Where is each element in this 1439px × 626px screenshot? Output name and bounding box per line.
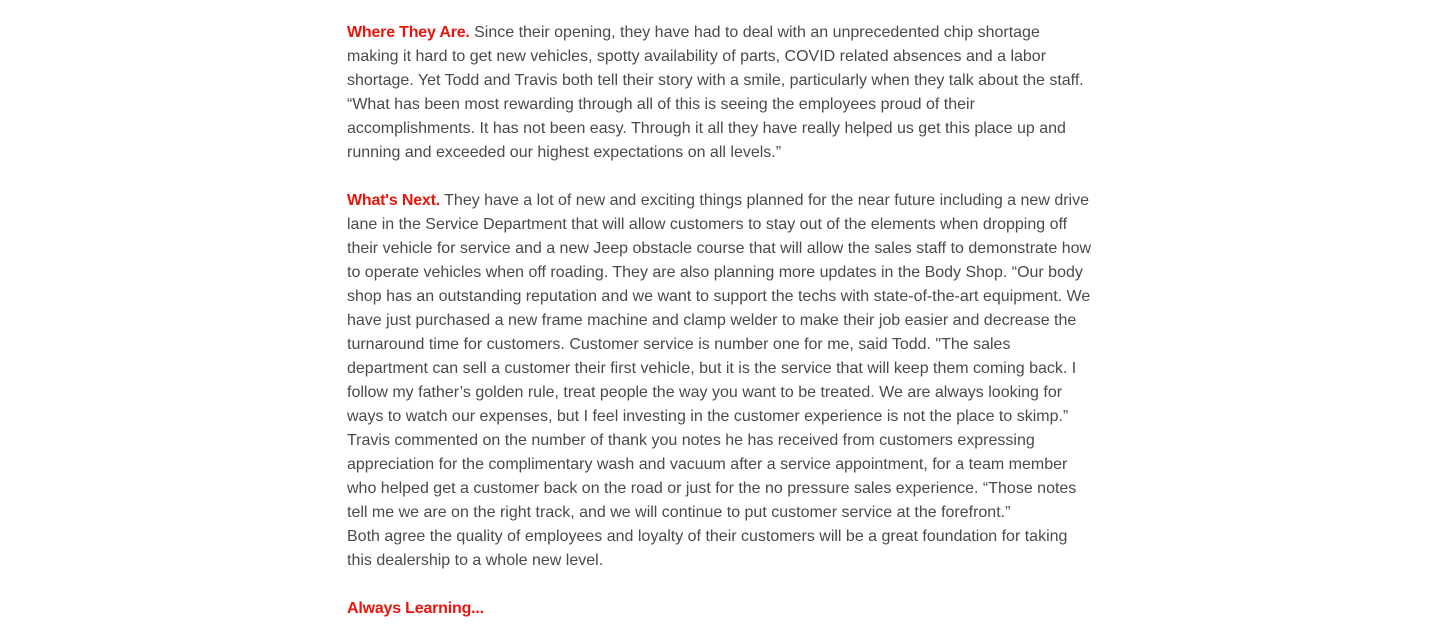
whats-next-text: They have a lot of new and exciting things planned for the near future including a new drive lane in the Service Department that will allow customers to stay out of the elements when dropping off their vehicle for service and a new Jeep obstacle course that will allow the sales staff to demonstrate how to operate vehicles when off roading. They are also planning more updates in the Body Shop. “Our body shop has an outstanding reputation and we want to support the techs with state-of-the-art equipment. We have just purchased a new frame machine and clamp welder to make their job easier and decrease the turnaround time for customers. Customer service is number one for me, said Todd. "The sales department can sell a customer their first vehicle, but it is the service that will keep them coming back. I follow my father’s golden rule, treat people the way you want to be treated. We are always looking for ways to watch our expenses, but I feel investing in the customer experience is not the place to skimp.” Travis commented on the number of thank you notes he has received from customers expressing appreciation for the complimentary wash and vacuum after a service appointment, for a team member who helped get a customer back on the road or just for the no pressure sales experience. “Those notes tell me we are on the right track, and we will continue to put customer service at the forefront.” (347, 192, 1092, 521)
where-they-are-paragraph (347, 21, 1095, 165)
where-they-are-lead: Where They Are. (347, 24, 470, 41)
article-body (347, 21, 1095, 621)
always-learning-heading: Always Learning... (347, 600, 484, 617)
whats-next-lead: What's Next. (347, 192, 440, 209)
closing-paragraph: Both agree the quality of employees and loyalty of their customers will be a great foundation for taking this dealership to a whole new level. (347, 528, 1068, 569)
where-they-are-text: Since their opening, they have had to deal with an unprecedented chip shortage making it hard to get new vehicles, spotty availability of parts, COVID related absences and a labor shortage. Yet Todd and Travis both tell their story with a smile, particularly when they talk about the staff. “What has been most rewarding through all of this is seeing the employees proud of their accomplishments. It has not been easy. Through it all they have really helped us get this place up and running and exceeded our highest expectations on all levels.” (347, 24, 1084, 161)
whats-next-paragraph (347, 189, 1095, 525)
